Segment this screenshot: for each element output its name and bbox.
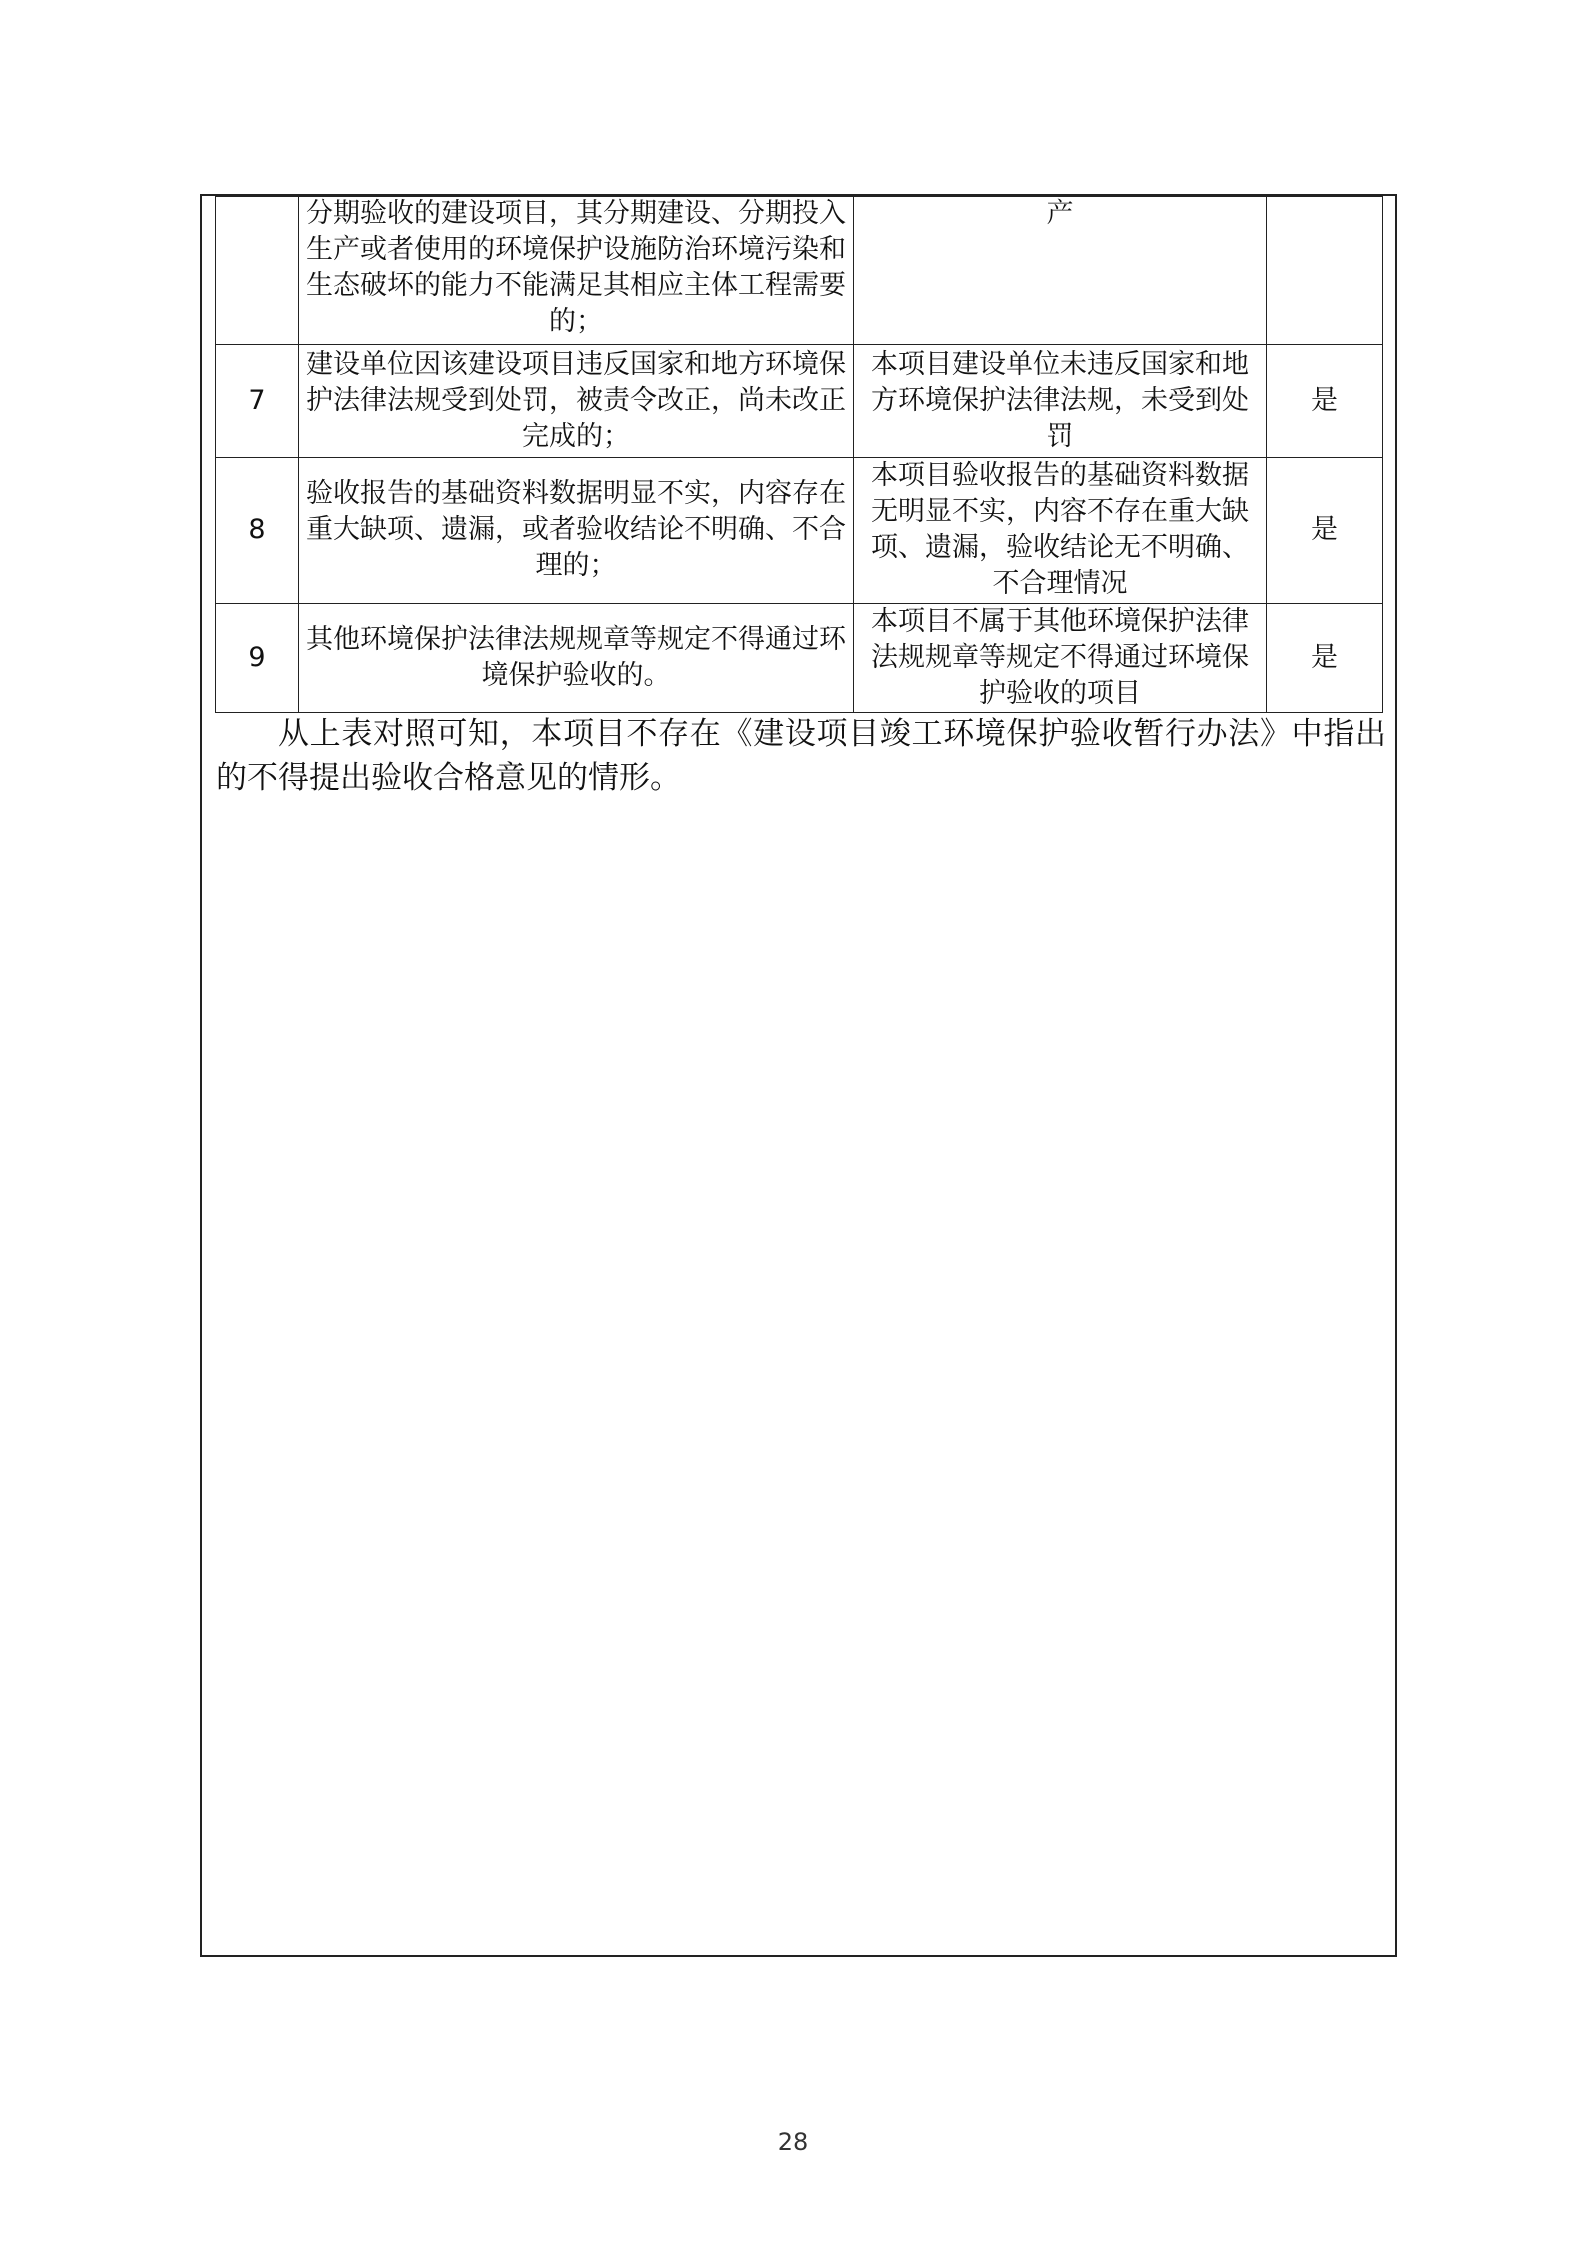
- requirement-cell: 建设单位因该建设项目违反国家和地方环境保护法律法规受到处罚，被责令改正，尚未改正完成的；: [299, 344, 854, 457]
- table-row: [216, 603, 1383, 712]
- result-cell: 是: [1267, 344, 1383, 457]
- status-cell: 产: [854, 196, 1267, 344]
- row-index: 7: [216, 344, 299, 457]
- row-index: 9: [216, 603, 299, 712]
- table-row: [216, 457, 1383, 603]
- result-cell: 是: [1267, 603, 1383, 712]
- table-row: [216, 196, 1383, 344]
- requirement-cell: 其他环境保护法律法规规章等规定不得通过环境保护验收的。: [299, 603, 854, 712]
- status-cell: 本项目验收报告的基础资料数据无明显不实，内容不存在重大缺项、遗漏，验收结论无不明确、不合理情况: [854, 457, 1267, 603]
- conclusion-paragraph: 从上表对照可知，本项目不存在《建设项目竣工环境保护验收暂行办法》中指出的不得提出验收合格意见的情形。: [216, 716, 1386, 796]
- requirement-cell: 分期验收的建设项目，其分期建设、分期投入生产或者使用的环境保护设施防治环境污染和生态破坏的能力不能满足其相应主体工程需要的；: [299, 196, 854, 344]
- status-cell: 本项目建设单位未违反国家和地方环境保护法律法规，未受到处罚: [854, 344, 1267, 457]
- row-index: 8: [216, 457, 299, 603]
- acceptance-criteria-table: [215, 196, 1383, 713]
- row-index: [216, 196, 299, 344]
- page-number: 28: [777, 2128, 809, 2156]
- table-row: [216, 344, 1383, 457]
- status-cell: 本项目不属于其他环境保护法律法规规章等规定不得通过环境保护验收的项目: [854, 603, 1267, 712]
- result-cell: 是: [1267, 457, 1383, 603]
- result-cell: [1267, 196, 1383, 344]
- requirement-cell: 验收报告的基础资料数据明显不实，内容存在重大缺项、遗漏，或者验收结论不明确、不合理的；: [299, 457, 854, 603]
